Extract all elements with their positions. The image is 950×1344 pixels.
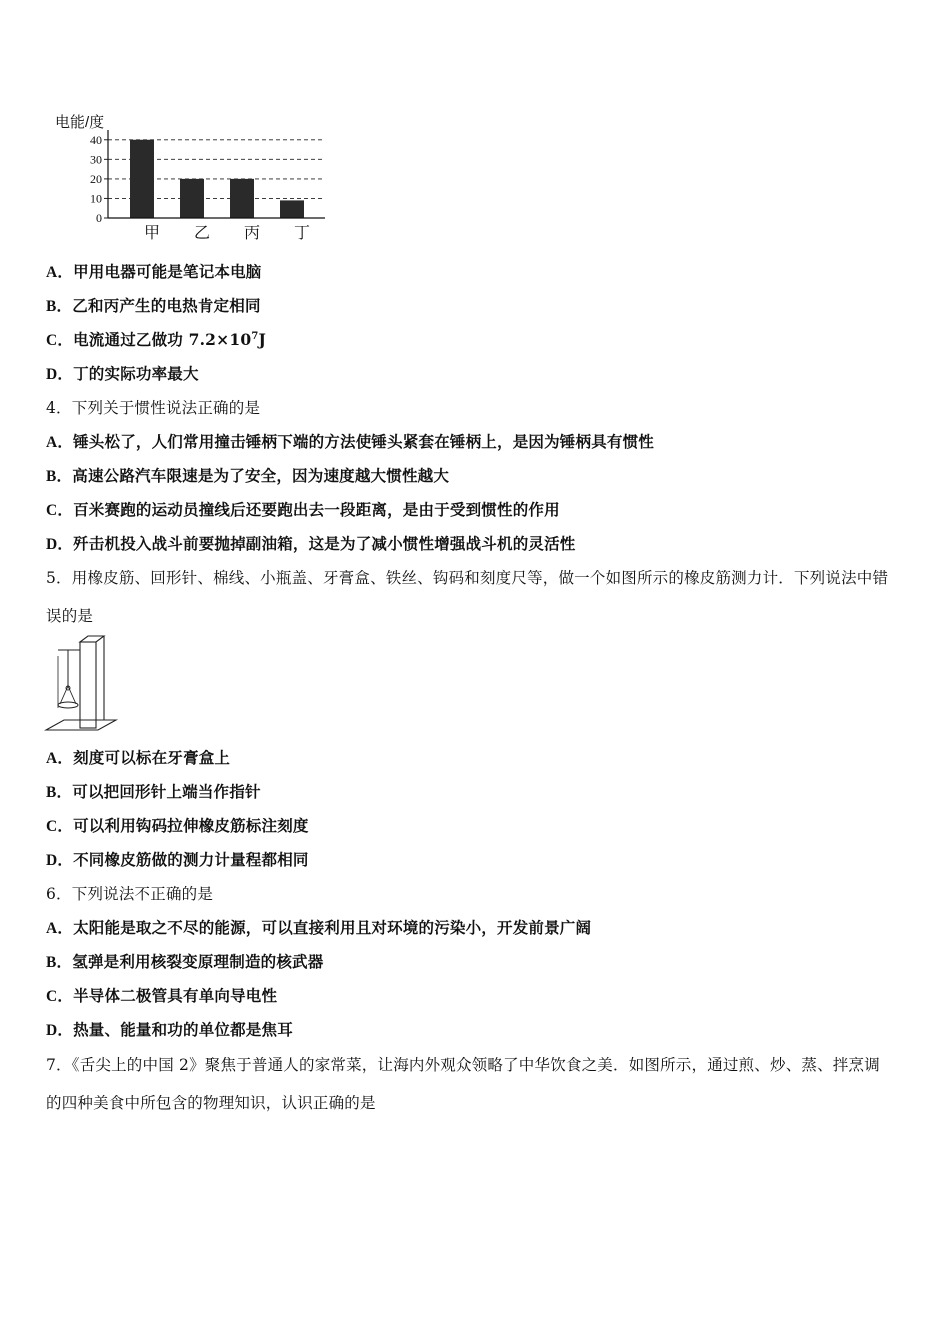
y-tick-label: 40 [90,132,102,147]
chart-yticks [90,133,108,225]
option-letter: A． [46,434,74,451]
option-letter: C． [46,502,74,519]
x-category-label: 丙 [243,223,261,242]
option-letter: D． [46,536,74,553]
option-letter: A． [46,750,74,767]
y-tick-label: 20 [90,171,102,186]
q6-option-b [46,952,323,973]
option-text: 歼击机投入战斗前要抛掉副油箱，这是为了减小惯性增强战斗机的灵活性 [73,534,576,553]
chart-categories [144,223,310,242]
option-letter: B． [46,954,73,971]
q5-option-d [46,850,309,871]
option-text: 可以把回形针上端当作指针 [72,782,261,801]
bar [180,179,204,218]
q4-stem: 4．下列关于惯性说法正确的是 [46,399,261,417]
option-text: 不同橡皮筋做的测力计量程都相同 [73,850,309,869]
option-text: 氢弹是利用核裂变原理制造的核武器 [72,952,324,971]
q3-option-c [46,330,266,351]
q7-stem-line1: 7．《舌尖上的中国 2》聚焦于普通人的家常菜，让海内外观众领略了中华饮食之美．如图所示，通过煎、炒、蒸、拌烹调 [46,1056,880,1074]
option-text: 乙和丙产生的电热肯定相同 [72,296,261,315]
option-letter: D． [46,1022,74,1039]
dynamometer-svg [44,632,120,736]
option-text: 锤头松了，人们常用撞击锤柄下端的方法使锤头紧套在锤柄上，是因为锤柄具有惯性 [73,432,654,451]
option-letter: B． [46,468,73,485]
option-text: 高速公路汽车限速是为了安全，因为速度越大惯性越大 [72,466,450,485]
q3-option-d [46,364,199,385]
q5-option-a [46,748,230,769]
q5-stem-line2: 误的是 [46,607,94,625]
x-category-label: 甲 [143,223,161,242]
option-exponent: 7 [251,330,259,342]
option-text: 可以利用钩码拉伸橡皮筋标注刻度 [73,816,309,835]
option-text: 半导体二极管具有单向导电性 [73,986,278,1005]
option-letter: D． [46,852,74,869]
q4-option-b [46,466,449,487]
q4-option-c [46,500,560,521]
q6-stem: 6．下列说法不正确的是 [46,885,214,903]
option-letter: A． [46,264,74,281]
option-letter: C． [46,988,74,1005]
option-text: 太阳能是取之不尽的能源，可以直接利用且对环境的污染小，开发前景广阔 [73,918,592,937]
option-text: 电流通过乙做功 7.2×10 [73,330,252,349]
figure-string-right [68,686,76,704]
option-unit: J [258,330,267,349]
figure-string-left [60,686,68,704]
bar [130,140,154,218]
y-tick-label: 0 [96,211,102,225]
q5-option-b [46,782,261,803]
option-letter: C． [46,818,74,835]
x-category-label: 丁 [293,223,311,242]
q4-option-d [46,534,576,555]
bar [230,179,254,218]
bar [280,200,304,218]
energy-bar-chart [55,110,335,245]
option-text: 甲用电器可能是笔记本电脑 [73,262,262,281]
option-text: 热量、能量和功的单位都是焦耳 [73,1020,293,1039]
chart-ylabel: 电能/度 [55,114,105,131]
figure-cap [58,702,78,708]
option-letter: B． [46,298,73,315]
option-letter: C． [46,332,74,349]
q6-option-d [46,1020,293,1041]
option-text: 丁的实际功率最大 [73,364,199,383]
q5-stem-line1: 5．用橡皮筋、回形针、棉线、小瓶盖、牙膏盒、铁丝、钩码和刻度尺等，做一个如图所示的橡皮筋测力计．下列说法中错 [46,569,889,587]
figure-box-top [80,636,104,642]
figure-box-front [80,642,96,728]
option-text: 百米赛跑的运动员撞线后还要跑出去一段距离，是由于受到惯性的作用 [73,500,560,519]
option-letter: A． [46,920,74,937]
q6-option-a [46,918,591,939]
option-letter: D． [46,366,74,383]
q4-option-a [46,432,654,453]
q6-option-c [46,986,277,1007]
q3-option-b [46,296,261,317]
q3-option-a [46,262,262,283]
rubber-band-dynamometer-figure [44,632,120,736]
q7-stem-line2: 的四种美食中所包含的物理知识，认识正确的是 [46,1094,376,1112]
option-text: 刻度可以标在牙膏盒上 [73,748,231,767]
chart-svg [55,110,335,245]
option-letter: B． [46,784,73,801]
y-tick-label: 30 [90,152,102,167]
q5-option-c [46,816,309,837]
y-tick-label: 10 [90,191,102,206]
x-category-label: 乙 [193,223,211,242]
